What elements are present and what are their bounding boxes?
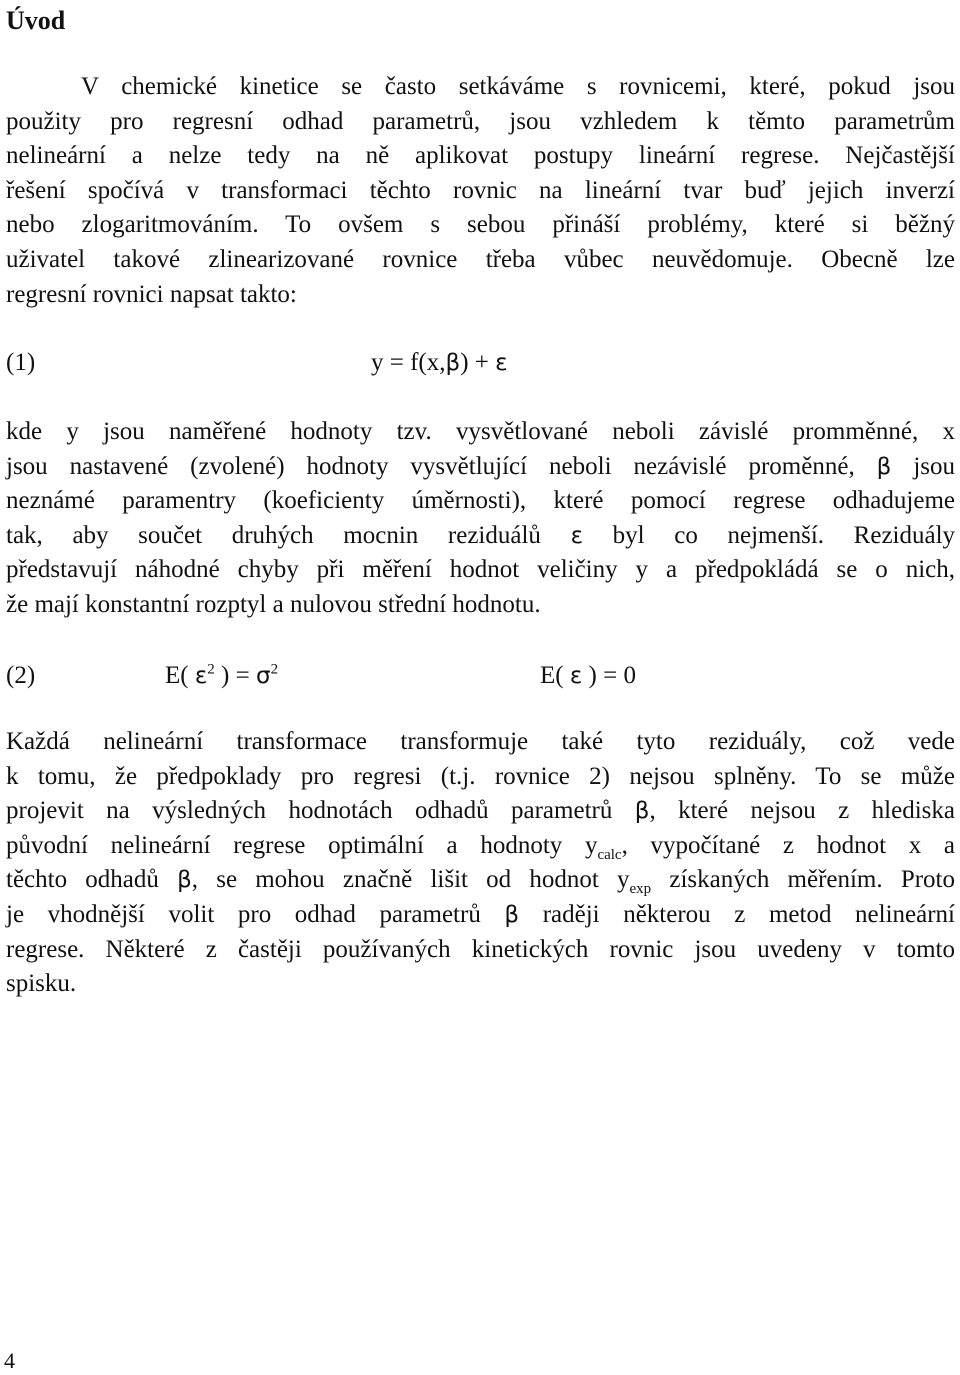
text-line: regresní rovnici napsat takto: bbox=[6, 280, 297, 308]
superscript: 2 bbox=[207, 661, 215, 678]
text-line: V chemické kinetice se často setkáváme s rovnicemi, které, pokud jsou bbox=[81, 73, 955, 100]
section-heading: Úvod bbox=[6, 6, 66, 35]
sigma-symbol: σ bbox=[255, 663, 271, 689]
epsilon-symbol: ε bbox=[194, 663, 208, 689]
text-segment: tak, aby součet druhých mocnin reziduálů bbox=[6, 521, 541, 549]
superscript: 2 bbox=[270, 661, 279, 678]
equation-text: E( bbox=[540, 662, 564, 689]
text-line: použity pro regresní odhad parametrů, jsou vzhledem k těmto parametrům bbox=[6, 107, 955, 135]
page-number: 4 bbox=[4, 1348, 15, 1373]
conclusion-paragraph bbox=[6, 725, 955, 1002]
epsilon-symbol: ε bbox=[570, 522, 584, 549]
text-segment: projevit na výsledných hodnotách odhadů parametrů bbox=[6, 797, 613, 825]
text-line: uživatel takové zlinearizované rovnice třeba vůbec neuvědomuje. Obecně lze bbox=[6, 245, 955, 273]
text-line bbox=[6, 829, 955, 864]
text-line: k tomu, že předpoklady pro regresi (t.j. rovnice 2) nejsou splněny. To se může bbox=[6, 762, 955, 790]
equation-text: E( bbox=[165, 662, 189, 689]
text-line: nebo zlogaritmováním. To ovšem s sebou přináší problémy, které si běžný bbox=[6, 211, 955, 239]
text-segment: byl co nejmenší. Reziduály bbox=[612, 521, 956, 549]
equation-2-number: (2) bbox=[6, 662, 36, 689]
intro-paragraph bbox=[6, 70, 955, 312]
text-line: spisku. bbox=[6, 970, 77, 998]
beta-symbol: β bbox=[504, 901, 520, 928]
equation-1-lhs: y = f(x, bbox=[371, 349, 446, 376]
explanation-paragraph bbox=[6, 415, 955, 623]
text-segment: , které nejsou z hlediska bbox=[649, 797, 955, 825]
epsilon-symbol: ε bbox=[569, 663, 583, 689]
text-segment: získaných měřením. Proto bbox=[651, 866, 955, 894]
text-line: regrese. Některé z častěji používaných kinetických rovnic jsou uvedeny v tomto bbox=[6, 935, 955, 963]
text-line: že mají konstantní rozptyl a nulovou střední hodnotu. bbox=[6, 590, 541, 618]
beta-symbol: β bbox=[876, 453, 892, 480]
text-segment: těchto odhadů bbox=[6, 866, 159, 894]
text-segment: jsou bbox=[913, 452, 956, 480]
text-line bbox=[6, 898, 955, 933]
beta-symbol: β bbox=[634, 798, 650, 825]
text-segment: , vypočítané z hodnot x a bbox=[621, 831, 956, 859]
beta-symbol: β bbox=[177, 867, 192, 894]
text-segment: , se mohou značně lišit od hodnot y bbox=[191, 866, 630, 894]
text-line bbox=[6, 863, 955, 898]
text-line: Každá nelineární transformace transformuje také tyto reziduály, což vede bbox=[6, 728, 955, 755]
equation-1-number: (1) bbox=[6, 349, 36, 376]
subscript: exp bbox=[629, 881, 652, 898]
text-line: kde y jsou naměřené hodnoty tzv. vysvětlované neboli závislé promměnné, x bbox=[6, 418, 955, 445]
equation-1 bbox=[371, 346, 508, 380]
equation-text: ) = 0 bbox=[582, 662, 636, 689]
equation-2-right bbox=[540, 659, 636, 693]
text-line bbox=[6, 794, 955, 829]
equation-2-left bbox=[165, 659, 278, 693]
text-line: představují náhodné chyby při měření hodnot veličiny y a předpokládá se o nich, bbox=[6, 556, 955, 584]
text-segment: původní nelineární regrese optimální a hodnoty y bbox=[6, 831, 598, 859]
subscript: calc bbox=[597, 846, 622, 863]
text-segment: raději některou z metod nelineární bbox=[542, 900, 955, 928]
text-segment: jsou nastavené (zvolené) hodnoty vysvětlující neboli nezávislé proměnné, bbox=[6, 452, 855, 480]
epsilon-symbol: ε bbox=[495, 350, 508, 376]
beta-symbol: β bbox=[445, 350, 461, 376]
equation-text: ) = bbox=[214, 662, 250, 689]
text-line: neznámé paramentry (koeficienty úměrnosti), které pomocí regrese odhadujeme bbox=[6, 487, 955, 515]
equation-1-rhs: ) + bbox=[460, 349, 496, 376]
text-line: nelineární a nelze tedy na ně aplikovat postupy lineární regrese. Nejčastější bbox=[6, 142, 955, 170]
text-line bbox=[6, 519, 955, 554]
text-segment: je vhodnější volit pro odhad parametrů bbox=[6, 900, 481, 928]
text-line: řešení spočívá v transformaci těchto rovnic na lineární tvar buď jejich inverzí bbox=[6, 176, 955, 204]
text-line bbox=[6, 450, 955, 485]
